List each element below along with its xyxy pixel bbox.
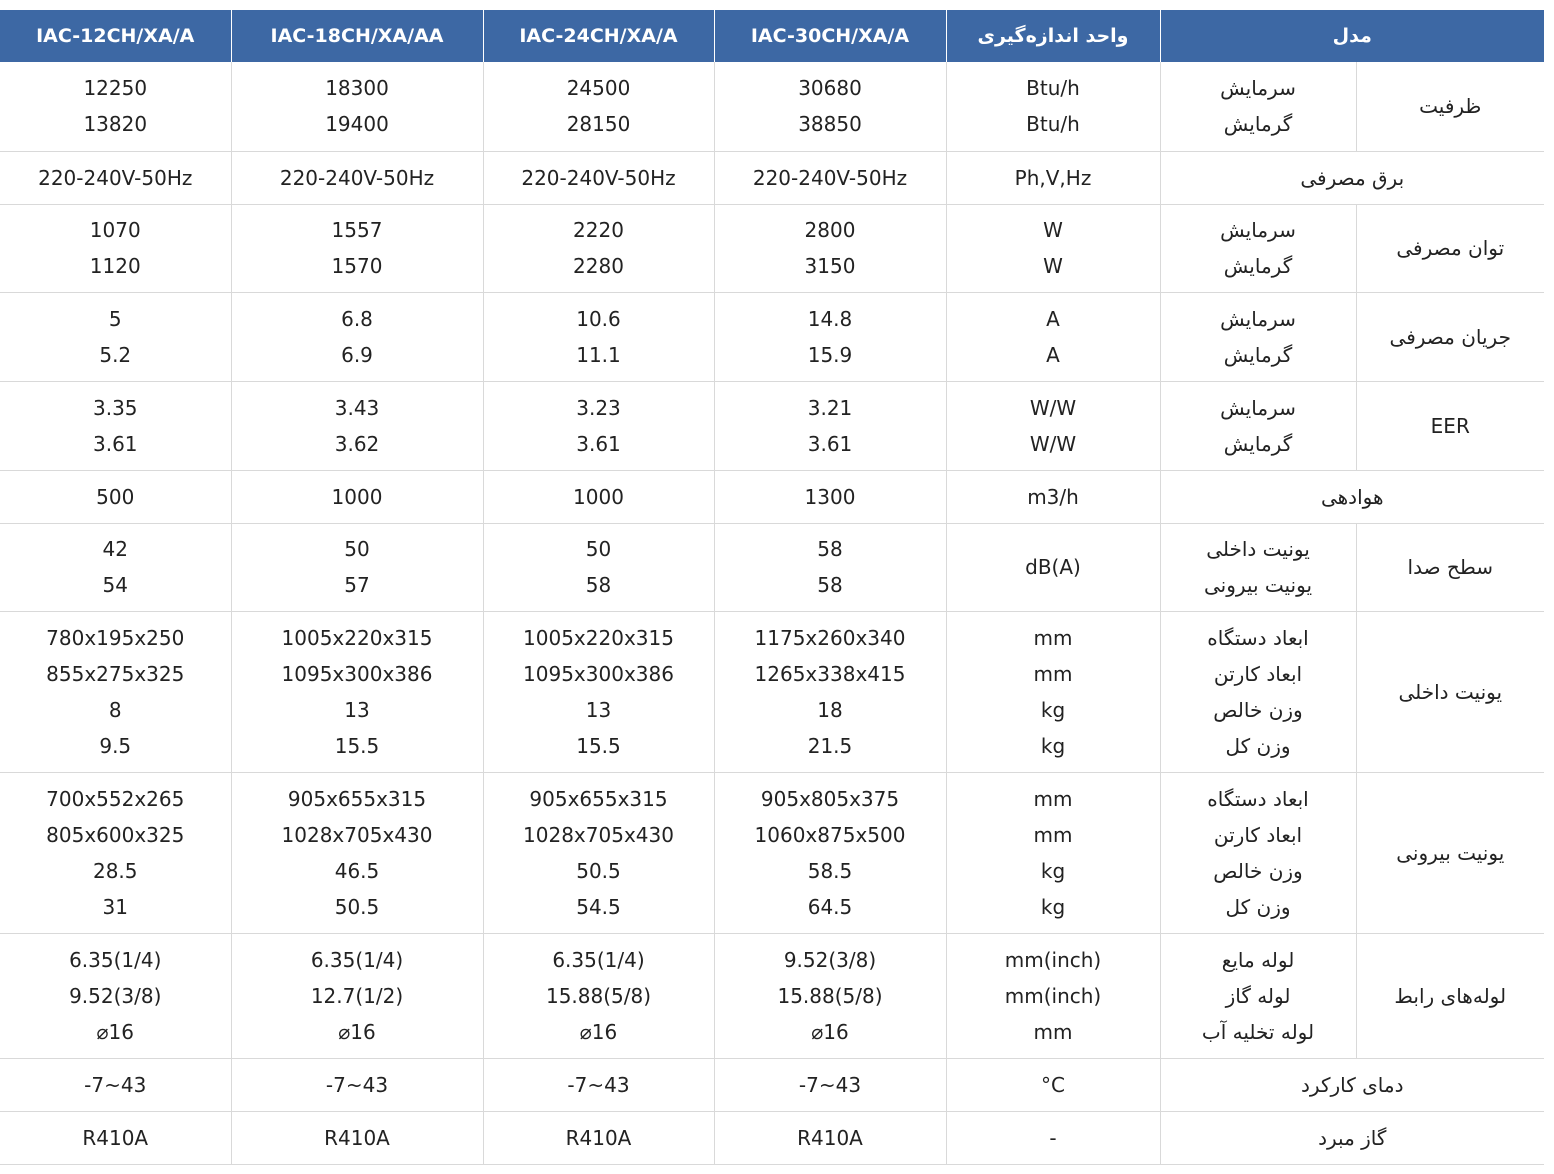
value-cell: 220-240V-50Hz — [0, 151, 231, 204]
table-row — [0, 292, 1544, 381]
value-cell: 42 54 — [0, 523, 231, 611]
table-row — [0, 1058, 1544, 1111]
table-row — [0, 1111, 1544, 1164]
value-cell: 1000 — [483, 470, 714, 523]
sub-label-cell: لوله مایع لوله گاز لوله تخلیه آب — [1160, 933, 1356, 1058]
value-cell: R410A — [483, 1111, 714, 1164]
row-label: ظرفیت — [1419, 94, 1482, 119]
row-label: توان مصرفی — [1396, 236, 1505, 260]
unit-cell: °C — [946, 1058, 1160, 1111]
row-label: یونیت داخلی — [1398, 679, 1503, 704]
value-cell: 50 57 — [231, 523, 483, 611]
value-cell: 1000 — [231, 470, 483, 523]
row-label: برق مصرفی — [1300, 165, 1405, 190]
row-label: دمای کارکرد — [1301, 1072, 1404, 1097]
value-cell: 6.8 6.9 — [231, 292, 483, 381]
value-cell: -7~43 — [231, 1058, 483, 1111]
table-row — [0, 611, 1544, 772]
value-cell: 14.8 15.9 — [714, 292, 946, 381]
unit-cell: Btu/h Btu/h — [946, 62, 1160, 151]
value-cell: 12250 13820 — [0, 62, 231, 151]
value-cell: 6.35(1/4) 9.52(3/8) ⌀16 — [0, 933, 231, 1058]
sub-label-cell: سرمایش گرمایش — [1160, 62, 1356, 151]
unit-cell: mm mm kg kg — [946, 611, 1160, 772]
row-label: گاز مبرد — [1318, 1125, 1387, 1150]
table-row — [0, 933, 1544, 1058]
table-row — [0, 772, 1544, 933]
value-cell: 220-240V-50Hz — [483, 151, 714, 204]
value-cell: 24500 28150 — [483, 62, 714, 151]
value-cell: 2800 3150 — [714, 204, 946, 292]
value-cell: 905x655x315 1028x705x430 50.5 54.5 — [483, 772, 714, 933]
value-cell: -7~43 — [0, 1058, 231, 1111]
unit-cell: mm mm kg kg — [946, 772, 1160, 933]
header-row — [0, 10, 1544, 62]
value-cell: 3.43 3.62 — [231, 381, 483, 470]
unit-cell: Ph,V,Hz — [946, 151, 1160, 204]
table-row — [0, 204, 1544, 292]
value-cell: 10.6 11.1 — [483, 292, 714, 381]
row-label: یونیت بیرونی — [1396, 840, 1505, 865]
value-cell: 2220 2280 — [483, 204, 714, 292]
value-cell: 3.21 3.61 — [714, 381, 946, 470]
value-cell: 220-240V-50Hz — [231, 151, 483, 204]
table-row — [0, 470, 1544, 523]
value-cell: 1300 — [714, 470, 946, 523]
sub-label-cell: ابعاد دستگاه ابعاد کارتن وزن خالص وزن کل — [1160, 772, 1356, 933]
value-cell: 1175x260x340 1265x338x415 18 21.5 — [714, 611, 946, 772]
value-cell: 1005x220x315 1095x300x386 13 15.5 — [483, 611, 714, 772]
value-cell: 1070 1120 — [0, 204, 231, 292]
value-cell: 58 58 — [714, 523, 946, 611]
unit-cell: W/W W/W — [946, 381, 1160, 470]
row-label: هوادهی — [1320, 484, 1384, 509]
model-header: IAC-12CH/XA/A — [0, 10, 231, 62]
unit-cell: A A — [946, 292, 1160, 381]
model-label-header: مدل — [1160, 10, 1544, 62]
spec-table — [0, 10, 1544, 1165]
unit-cell: W W — [946, 204, 1160, 292]
model-header: IAC-30CH/XA/A — [714, 10, 946, 62]
row-label: لوله‌های رابط — [1394, 983, 1507, 1008]
value-cell: R410A — [714, 1111, 946, 1164]
unit-header: واحد اندازه‌گیری — [946, 10, 1160, 62]
value-cell: R410A — [231, 1111, 483, 1164]
value-cell: 700x552x265 805x600x325 28.5 31 — [0, 772, 231, 933]
unit-cell: m3/h — [946, 470, 1160, 523]
value-cell: 3.35 3.61 — [0, 381, 231, 470]
value-cell: 905x805x375 1060x875x500 58.5 64.5 — [714, 772, 946, 933]
table-row — [0, 62, 1544, 151]
value-cell: 905x655x315 1028x705x430 46.5 50.5 — [231, 772, 483, 933]
table-row — [0, 523, 1544, 611]
value-cell: 50 58 — [483, 523, 714, 611]
value-cell: -7~43 — [483, 1058, 714, 1111]
value-cell: 6.35(1/4) 15.88(5/8) ⌀16 — [483, 933, 714, 1058]
sub-label-cell: یونیت داخلی یونیت بیرونی — [1160, 523, 1356, 611]
value-cell: -7~43 — [714, 1058, 946, 1111]
value-cell: 3.23 3.61 — [483, 381, 714, 470]
value-cell: R410A — [0, 1111, 231, 1164]
unit-cell: dB(A) — [946, 523, 1160, 611]
value-cell: 9.52(3/8) 15.88(5/8) ⌀16 — [714, 933, 946, 1058]
sub-label-cell: سرمایش گرمایش — [1160, 204, 1356, 292]
model-header: IAC-18CH/XA/AA — [231, 10, 483, 62]
sub-label-cell: سرمایش گرمایش — [1160, 292, 1356, 381]
sub-label-cell: ابعاد دستگاه ابعاد کارتن وزن خالص وزن کل — [1160, 611, 1356, 772]
value-cell: 18300 19400 — [231, 62, 483, 151]
value-cell: 220-240V-50Hz — [714, 151, 946, 204]
table-row — [0, 381, 1544, 470]
row-label: جریان مصرفی — [1389, 324, 1511, 349]
value-cell: 1557 1570 — [231, 204, 483, 292]
model-header: IAC-24CH/XA/A — [483, 10, 714, 62]
row-label: سطح صدا — [1407, 555, 1493, 579]
sub-label-cell: سرمایش گرمایش — [1160, 381, 1356, 470]
unit-cell: - — [946, 1111, 1160, 1164]
value-cell: 780x195x250 855x275x325 8 9.5 — [0, 611, 231, 772]
value-cell: 1005x220x315 1095x300x386 13 15.5 — [231, 611, 483, 772]
row-label: EER — [1430, 413, 1470, 438]
value-cell: 5 5.2 — [0, 292, 231, 381]
value-cell: 6.35(1/4) 12.7(1/2) ⌀16 — [231, 933, 483, 1058]
value-cell: 500 — [0, 470, 231, 523]
value-cell: 30680 38850 — [714, 62, 946, 151]
unit-cell: mm(inch) mm(inch) mm — [946, 933, 1160, 1058]
table-row — [0, 151, 1544, 204]
